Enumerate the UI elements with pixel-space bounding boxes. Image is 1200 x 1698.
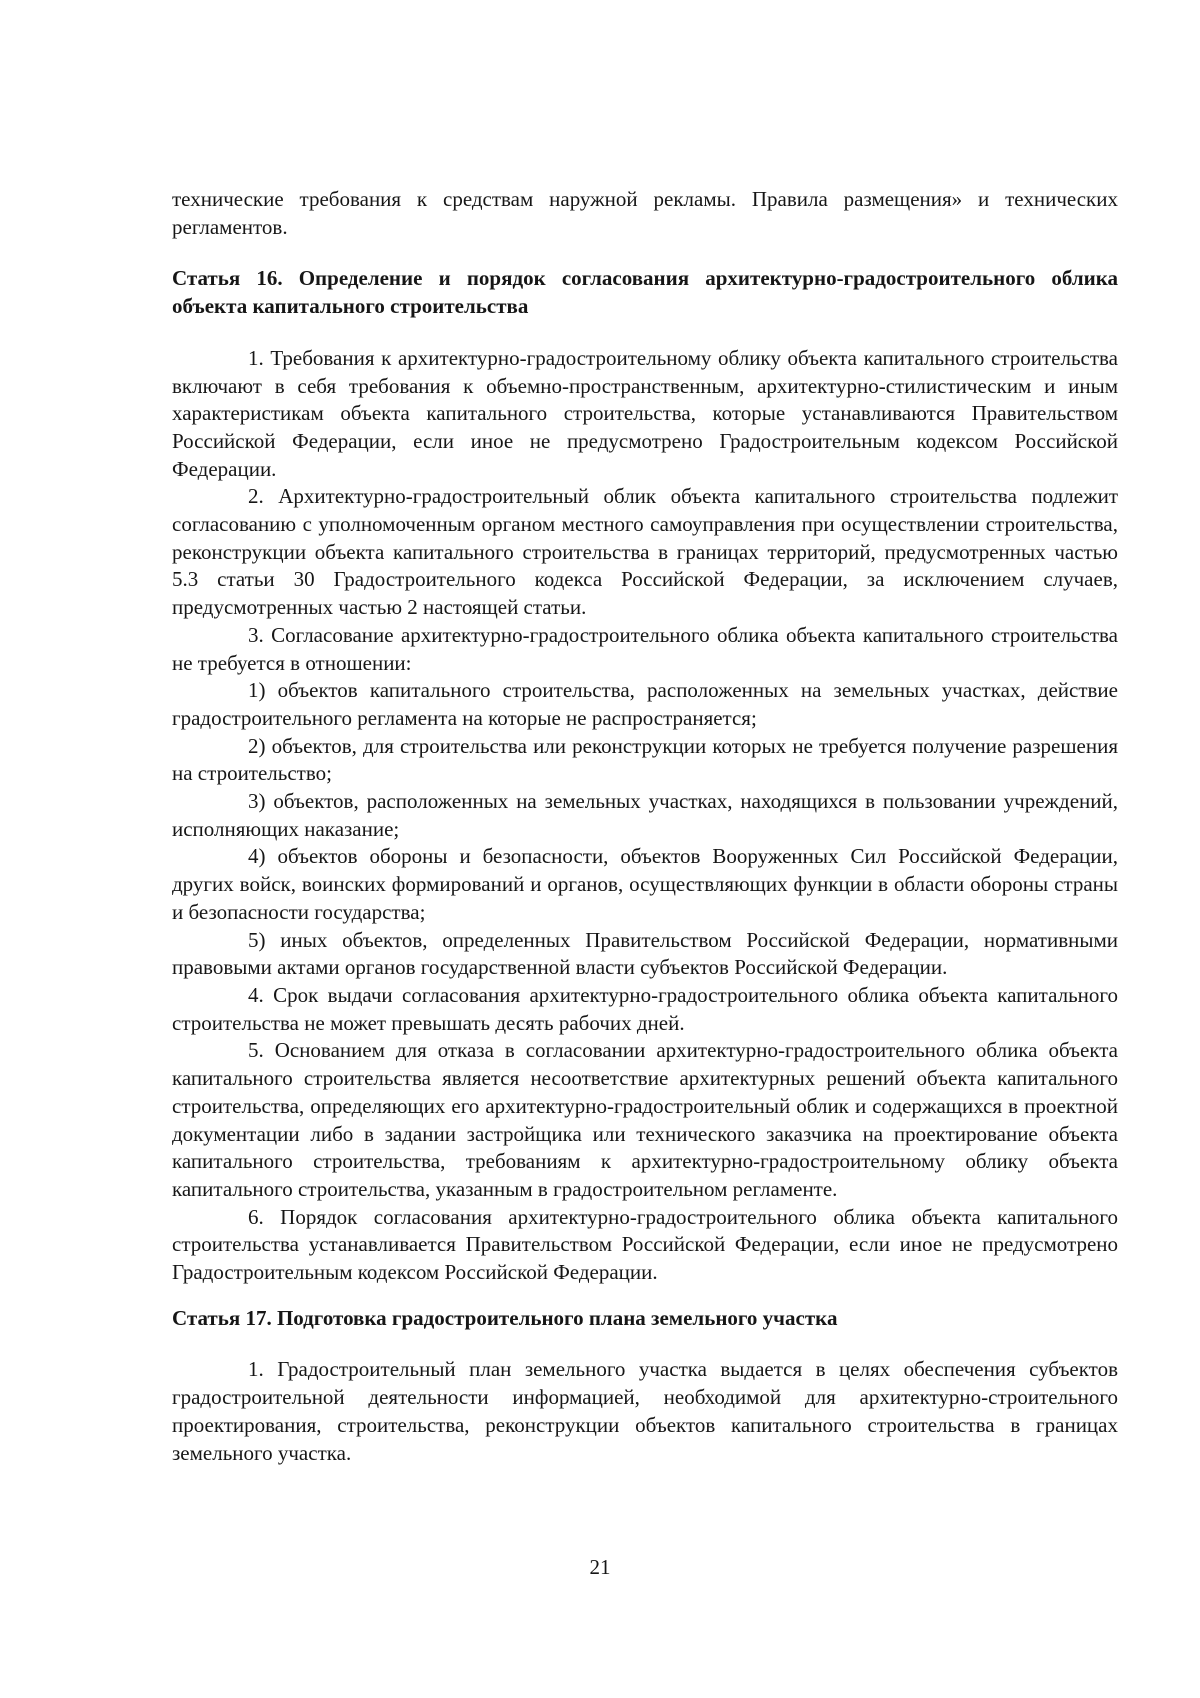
document-page bbox=[172, 186, 1118, 1467]
article-16-item-4: 4) объектов обороны и безопасности, объектов Вооруженных Сил Российской Федерации, других войск, воинских формирований и органов, осуществляющих функции в области обороны страны и безопасности государства; bbox=[172, 844, 1118, 924]
article-16-paragraph-1: 1. Требования к архитектурно-градостроительному облику объекта капитального строительства включают в себя требования к объемно-пространственным, архитектурно-стилистическим и иным характеристикам объекта капитального строительства, которые устанавливаются Правительством Российской Федерации, если иное не предусмотрено Градостроительным кодексом Российской Федерации. bbox=[172, 345, 1118, 481]
intro-paragraph: технические требования к средствам наружной рекламы. Правила размещения» и технических регламентов. bbox=[172, 187, 1118, 239]
article-16-item-1: 1) объектов капитального строительства, расположенных на земельных участках, действие градостроительного регламента на которые не распространяется; bbox=[172, 678, 1118, 730]
article-16-item-2: 2) объектов, для строительства или реконструкции которых не требуется получение разрешения на строительство; bbox=[172, 733, 1118, 786]
article-16-paragraph-5: 5. Основанием для отказа в согласовании архитектурно-градостроительного облика объекта капитального строительства является несоответствие архитектурных решений объекта капитального строительства, определяющих его архитектурно-градостроительный облик и содержащихся в проектной документации либо в задании застройщика или технического заказчика на проектирование объекта капитального строительства, требованиям к архитектурно-градостроительному облику объекта капитального строительства, указанным в градостроительном регламенте. bbox=[172, 1038, 1118, 1201]
article-16-paragraph-6: 6. Порядок согласования архитектурно-градостроительного облика объекта капитального строительства устанавливается Правительством Российской Федерации, если иное не предусмотрено Градостроительным кодексом Российской Федерации. bbox=[172, 1204, 1118, 1285]
article-16-heading: Статья 16. Определение и порядок согласования архитектурно-градостроительного облика объекта капитального строительства bbox=[172, 266, 1118, 319]
article-16-item-3: 3) объектов, расположенных на земельных участках, находящихся в пользовании учреждений, исполняющих наказание; bbox=[172, 789, 1118, 841]
article-17-paragraph-1: 1. Градостроительный план земельного участка выдается в целях обеспечения субъектов градостроительной деятельности информацией, необходимой для архитектурно-строительного проектирования, строительства, реконструкции объектов капитального строительства в границах земельного участка. bbox=[172, 1357, 1118, 1465]
article-17-heading: Статья 17. Подготовка градостроительного плана земельного участка bbox=[172, 1305, 838, 1330]
page-number: 21 bbox=[589, 1555, 611, 1579]
article-16-paragraph-3: 3. Согласование архитектурно-градостроительного облика объекта капитального строительства не требуется в отношении: bbox=[172, 622, 1118, 675]
article-16-paragraph-4: 4. Срок выдачи согласования архитектурно-градостроительного облика объекта капитального строительства не может превышать десять рабочих дней. bbox=[172, 982, 1118, 1035]
article-16-item-5: 5) иных объектов, определенных Правительством Российской Федерации, нормативными правовыми актами органов государственной власти субъектов Российской Федерации. bbox=[172, 927, 1118, 980]
article-16-paragraph-2: 2. Архитектурно-градостроительный облик объекта капитального строительства подлежит согласованию с уполномоченным органом местного самоуправления при осуществлении строительства, реконструкции объекта капитального строительства в границах территорий, предусмотренных частью 5.3 статьи 30 Градостроительного кодекса Российской Федерации, за исключением случаев, предусмотренных частью 2 настоящей статьи. bbox=[172, 484, 1118, 620]
